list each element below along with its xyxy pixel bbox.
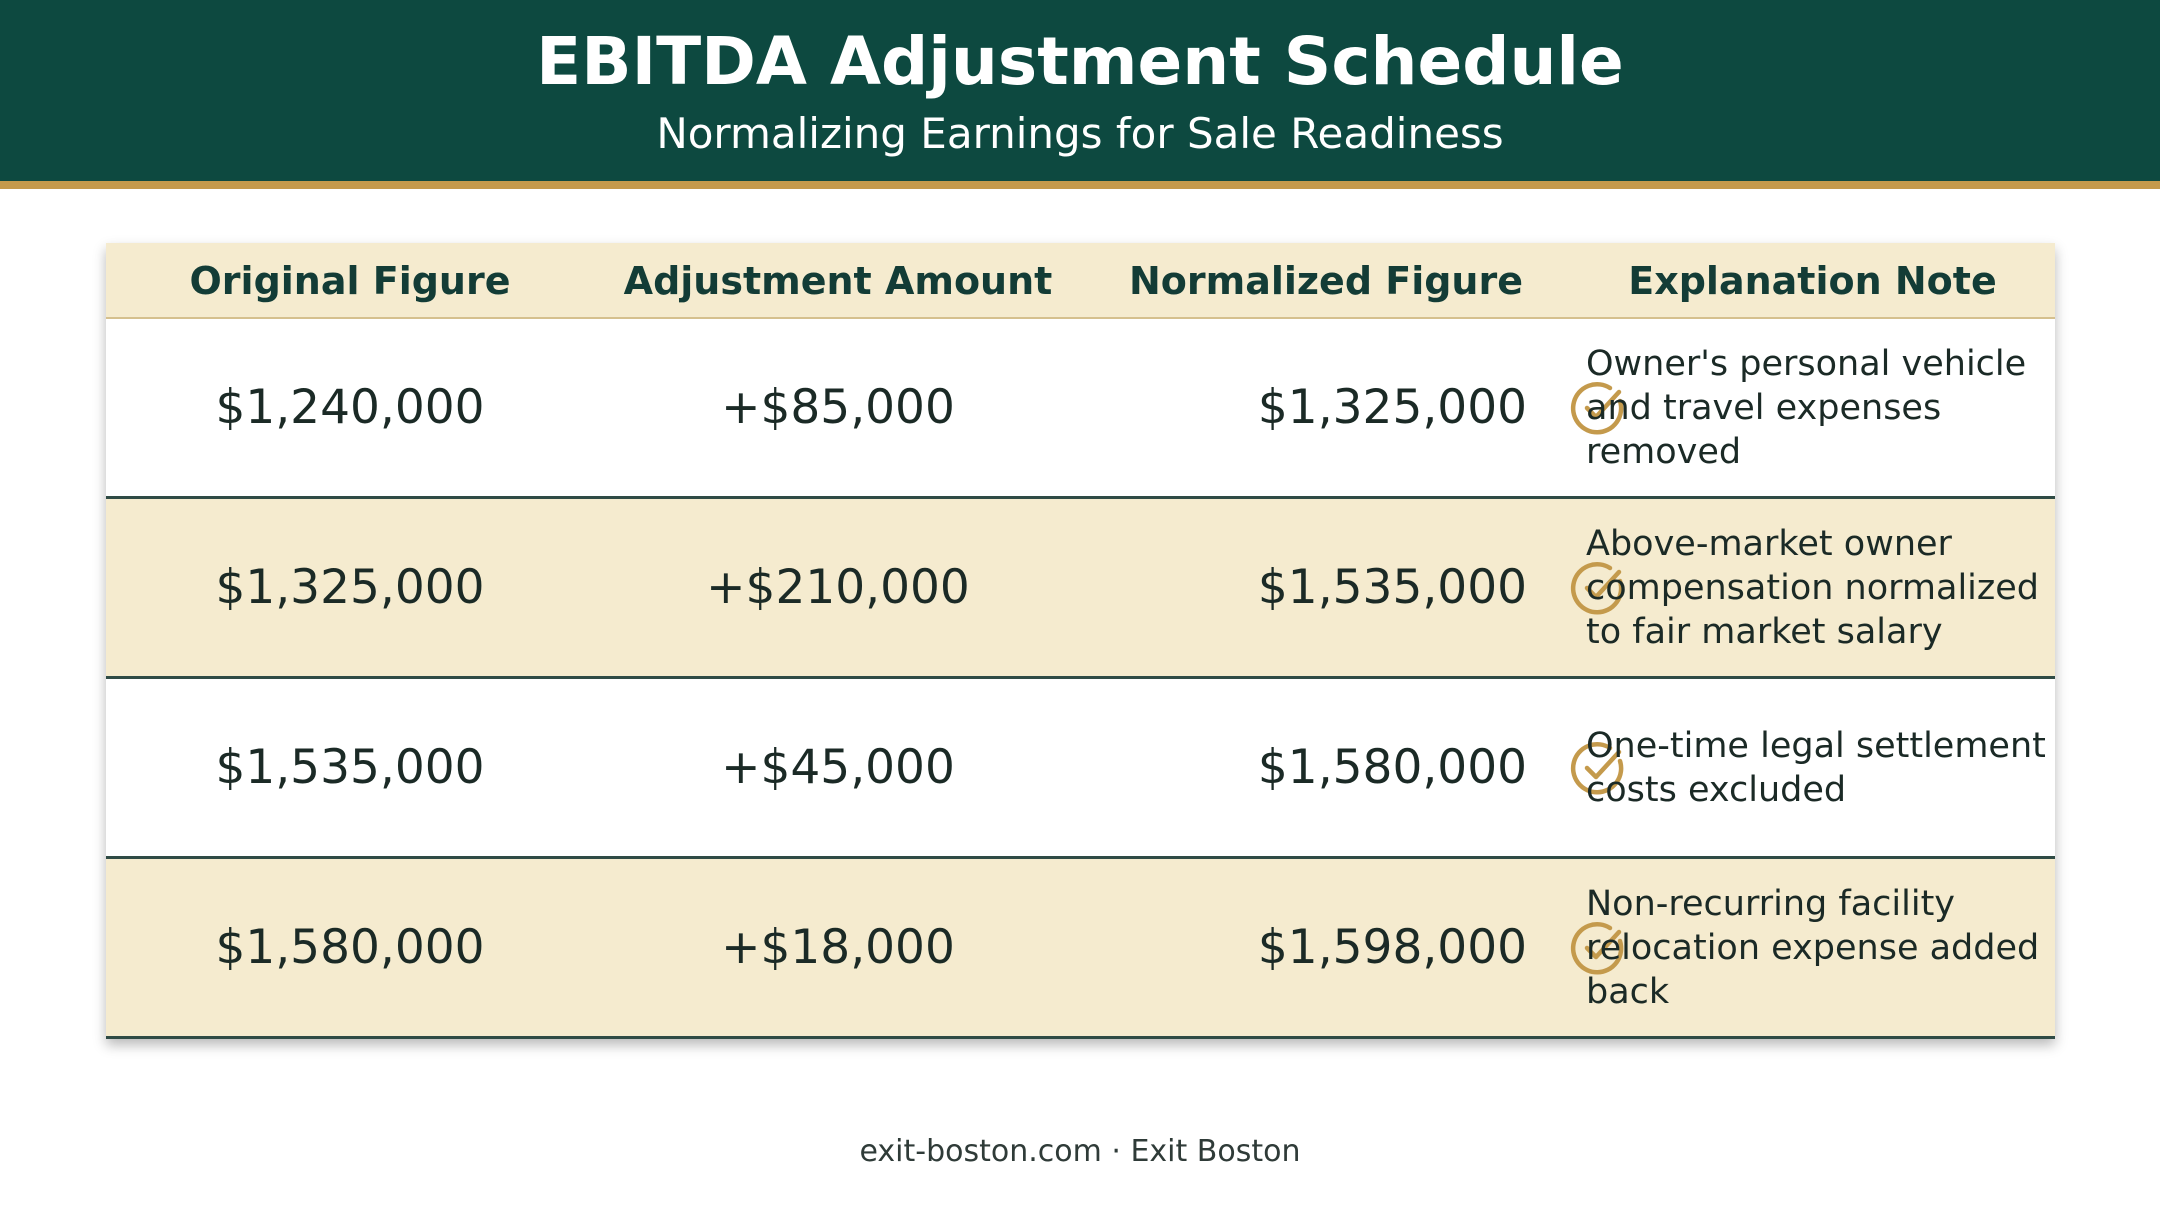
explanation-note bbox=[1586, 499, 2046, 676]
table-row bbox=[106, 319, 2055, 499]
page-title: EBITDA Adjustment Schedule bbox=[536, 23, 1624, 100]
explanation-note-text: Owner's personal vehicle and travel expenses removed bbox=[1586, 343, 2027, 472]
explanation-note bbox=[1586, 679, 2046, 856]
table-row bbox=[106, 679, 2055, 859]
normalized-cell bbox=[1082, 319, 1627, 496]
adjustment-amount: +$45,000 bbox=[721, 740, 955, 795]
adjustment-amount: +$210,000 bbox=[706, 560, 970, 615]
explanation-note-text: One-time legal settlement costs excluded bbox=[1586, 725, 2046, 810]
normalized-figure: $1,580,000 bbox=[1257, 740, 1527, 795]
column-header-adjustment: Adjustment Amount bbox=[623, 259, 1053, 303]
explanation-note-text: Above-market owner compensation normalized to fair market salary bbox=[1586, 523, 2040, 652]
adjustment-table bbox=[106, 243, 2055, 1039]
adjustment-amount: +$18,000 bbox=[721, 920, 955, 975]
adjustment-amount: +$85,000 bbox=[721, 380, 955, 435]
explanation-note-text: Non-recurring facility relocation expense added back bbox=[1586, 883, 2040, 1012]
normalized-cell bbox=[1082, 859, 1627, 1036]
original-figure: $1,240,000 bbox=[215, 380, 485, 435]
column-header-original: Original Figure bbox=[189, 259, 511, 303]
original-figure: $1,325,000 bbox=[215, 560, 485, 615]
table-row bbox=[106, 859, 2055, 1039]
normalized-figure: $1,535,000 bbox=[1257, 560, 1527, 615]
footer-attribution: exit-boston.com · Exit Boston bbox=[859, 1134, 1301, 1169]
explanation-note bbox=[1586, 859, 2046, 1036]
page-subtitle: Normalizing Earnings for Sale Readiness bbox=[656, 109, 1504, 158]
normalized-figure: $1,325,000 bbox=[1257, 380, 1527, 435]
column-header-note: Explanation Note bbox=[1628, 259, 1997, 303]
table-header bbox=[106, 243, 2055, 319]
original-figure: $1,580,000 bbox=[215, 920, 485, 975]
original-figure: $1,535,000 bbox=[215, 740, 485, 795]
page-header bbox=[0, 0, 2160, 189]
table-row bbox=[106, 499, 2055, 679]
explanation-note bbox=[1586, 319, 2046, 496]
column-header-normalized: Normalized Figure bbox=[1128, 259, 1523, 303]
normalized-figure: $1,598,000 bbox=[1257, 920, 1527, 975]
normalized-cell bbox=[1082, 679, 1627, 856]
normalized-cell bbox=[1082, 499, 1627, 676]
